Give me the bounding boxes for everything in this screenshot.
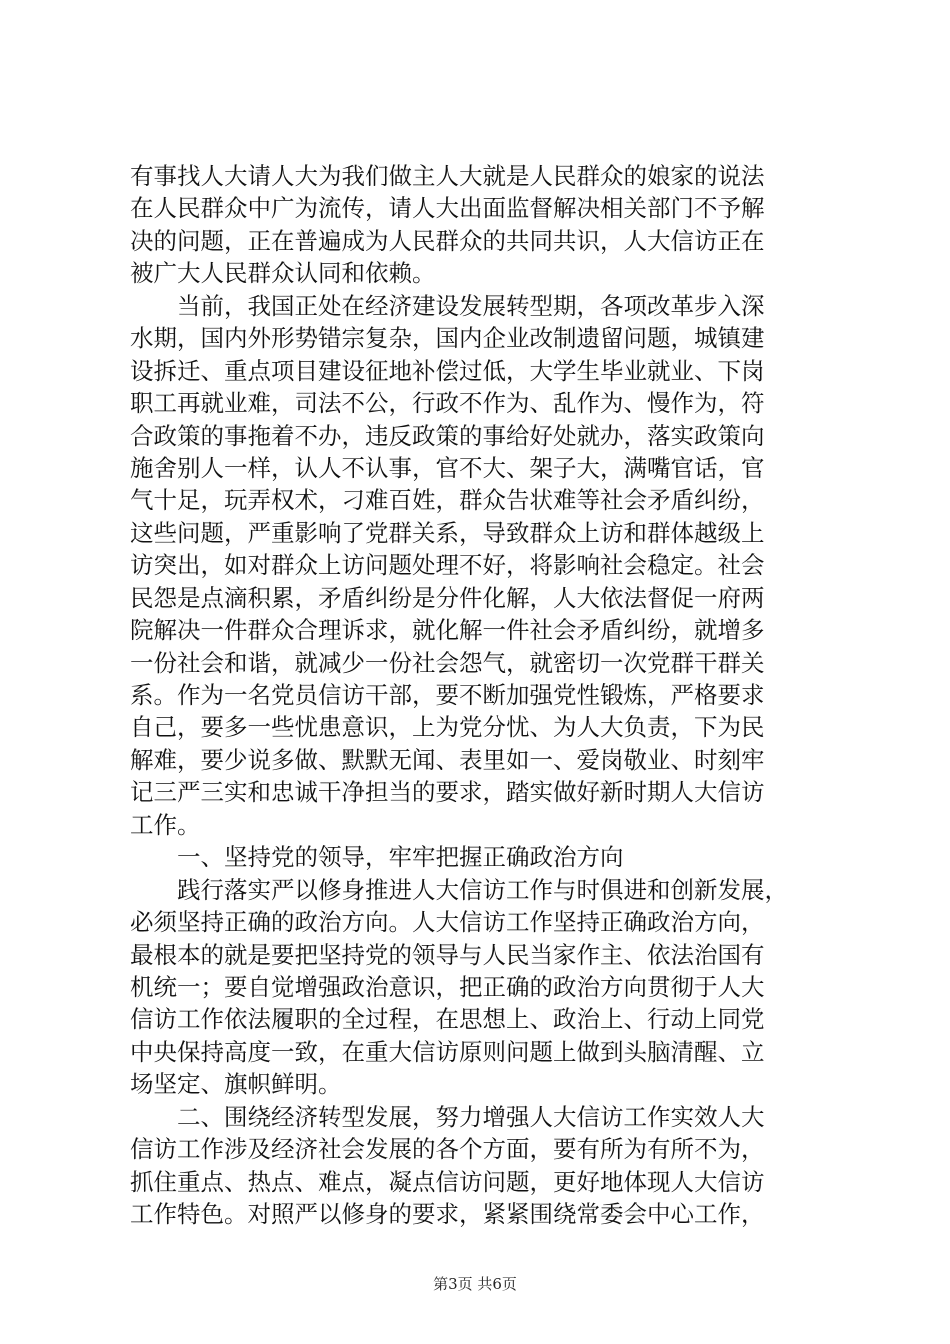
text-line: 被广大人民群众认同和依赖。 <box>130 259 436 288</box>
text-line: 工作。 <box>130 810 201 839</box>
text-line: 当前，我国正处在经济建设发展转型期，各项改革步入深 <box>130 291 765 320</box>
text-line: 设拆迁、重点项目建设征地补偿过低，大学生毕业就业、下岗 <box>130 356 765 385</box>
text-line: 访突出，如对群众上访问题处理不好，将影响社会稳定。社会 <box>130 551 765 580</box>
text-line: 中央保持高度一致，在重大信访原则问题上做到头脑清醒、立 <box>130 1037 765 1066</box>
section-heading: 一、坚持党的领导，牢牢把握正确政治方向 <box>130 843 624 872</box>
page-number-footer: 第3页 共6页 <box>433 1275 517 1293</box>
text-line: 水期，国内外形势错宗复杂，国内企业改制遗留问题，城镇建 <box>130 324 765 353</box>
text-line: 践行落实严以修身推进人大信访工作与时俱进和创新发展， <box>130 875 788 904</box>
text-line: 决的问题，正在普遍成为人民群众的共同共识，人大信访正在 <box>130 226 765 255</box>
text-line: 系。作为一名党员信访干部，要不断加强党性锻炼，严格要求 <box>130 681 765 709</box>
text-line: 职工再就业难，司法不公，行政不作为、乱作为、慢作为，符 <box>130 389 765 418</box>
text-line: 民怨是点滴积累，矛盾纠纷是分件化解，人大依法督促一府两 <box>130 583 765 612</box>
text-line: 场坚定、旗帜鲜明。 <box>130 1070 342 1099</box>
text-line: 施舍别人一样，认人不认事，官不大、架子大，满嘴官话，官 <box>130 453 765 482</box>
text-line: 合政策的事拖着不办，违反政策的事给好处就办，落实政策向 <box>130 421 765 450</box>
text-line: 这些问题，严重影响了党群关系，导致群众上访和群体越级上 <box>130 518 765 547</box>
text-line: 必须坚持正确的政治方向。人大信访工作坚持正确政治方向， <box>130 908 765 937</box>
text-line: 一份社会和谐，就减少一份社会怨气，就密切一次党群干群关 <box>130 648 765 677</box>
document-body <box>130 160 830 1230</box>
text-line: 解难，要少说多做、默默无闻、表里如一、爱岗敬业、时刻牢 <box>130 745 765 774</box>
text-line: 最根本的就是要把坚持党的领导与人民当家作主、依法治国有 <box>130 940 765 969</box>
text-line: 院解决一件群众合理诉求，就化解一件社会矛盾纠纷，就增多 <box>130 616 765 645</box>
text-line: 机统一；要自觉增强政治意识，把正确的政治方向贯彻于人大 <box>130 972 765 1001</box>
text-line: 在人民群众中广为流传，请人大出面监督解决相关部门不予解 <box>130 194 765 223</box>
text-line: 信访工作涉及经济社会发展的各个方面，要有所为有所不为， <box>130 1135 765 1164</box>
text-line: 记三严三实和忠诚干净担当的要求，踏实做好新时期人大信访 <box>130 778 765 807</box>
section-heading: 二、围绕经济转型发展，努力增强人大信访工作实效人大 <box>130 1102 765 1131</box>
text-line: 工作特色。对照严以修身的要求，紧紧围绕常委会中心工作， <box>130 1200 765 1228</box>
text-line: 抓住重点、热点、难点，凝点信访问题，更好地体现人大信访 <box>130 1167 765 1196</box>
text-line: 信访工作依法履职的全过程，在思想上、政治上、行动上同党 <box>130 1005 765 1034</box>
text-line: 有事找人大请人大为我们做主人大就是人民群众的娘家的说法 <box>130 162 765 190</box>
text-line: 自己，要多一些忧患意识，上为党分忧、为人大负责，下为民 <box>130 713 765 742</box>
text-line: 气十足，玩弄权术，刁难百姓，群众告状难等社会矛盾纠纷， <box>130 486 765 515</box>
